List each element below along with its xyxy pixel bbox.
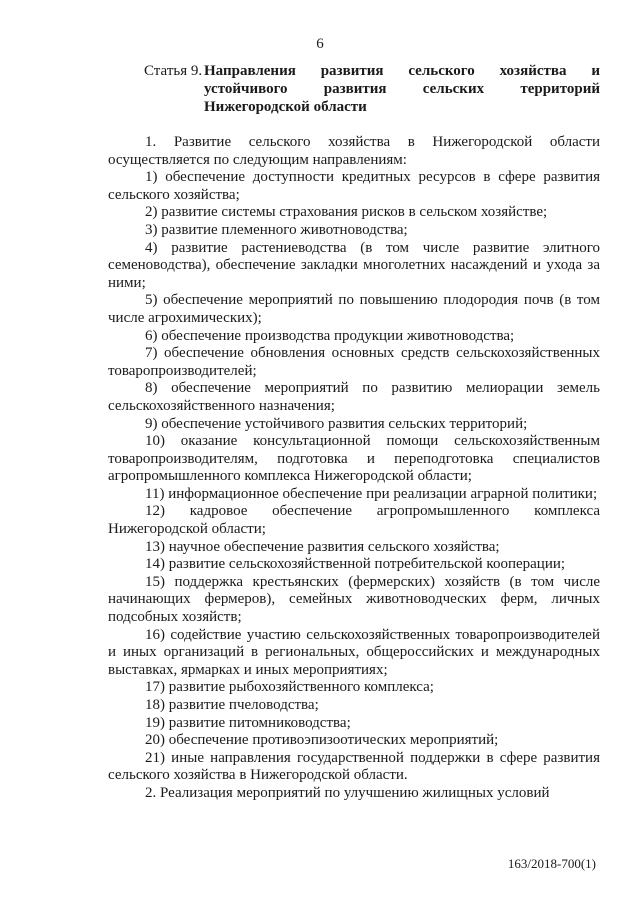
- list-item: 12) кадровое обеспечение агропромышленного комплекса Нижегородской области;: [108, 503, 600, 538]
- list-item: 16) содействие участию сельскохозяйственных товаропроизводителей и иных организаций в региональных, общероссийских и международных выставках, ярмарках и иных мероприятиях;: [108, 626, 600, 678]
- list-item: 10) оказание консультационной помощи сельскохозяйственным товаропроизводителям, подготовка и переподготовка специалистов агропромышленного комплекса Нижегородской области;: [108, 433, 600, 485]
- list-item: 8) обеспечение мероприятий по развитию мелиорации земель сельскохозяйственного назначения;: [108, 380, 600, 414]
- article-label: Статья 9.: [144, 63, 203, 79]
- list-item: 14) развитие сельскохозяйственной потребительской кооперации;: [145, 556, 566, 573]
- list-item: 2) развитие системы страхования рисков в сельском хозяйстве;: [145, 204, 548, 221]
- article-header: [144, 62, 600, 116]
- list-item: 3) развитие племенного животноводства;: [145, 221, 408, 238]
- article-body: [108, 134, 600, 803]
- paragraph: 2. Реализация мероприятий по улучшению жилищных условий: [145, 784, 550, 801]
- list-item: 5) обеспечение мероприятий по повышению плодородия почв (в том числе агрохимических);: [108, 292, 600, 326]
- list-item: 17) развитие рыбохозяйственного комплекса;: [145, 679, 434, 696]
- list-item: 15) поддержка крестьянских (фермерских) хозяйств (в том числе начинающих фермеров), семейных животноводческих ферм, личных подсобных хозяйств;: [108, 573, 600, 626]
- list-item: 7) обеспечение обновления основных средств сельскохозяйственных товаропроизводителей;: [108, 345, 600, 379]
- paragraph: 1. Развитие сельского хозяйства в Нижегородской области осуществляется по следующим направлениям:: [108, 134, 600, 168]
- article-title: Направления развития сельского хозяйства и устойчивого развития сельских территорий Нижегородской области: [204, 63, 600, 115]
- document-code: 163/2018-700(1): [507, 856, 596, 871]
- list-item: 21) иные направления государственной поддержки в сфере развития сельского хозяйства в Нижегородской области.: [108, 749, 600, 784]
- list-item: 13) научное обеспечение развития сельского хозяйства;: [145, 538, 500, 555]
- list-item: 6) обеспечение производства продукции животноводства;: [145, 327, 515, 344]
- list-item: 18) развитие пчеловодства;: [145, 697, 319, 713]
- list-item: 9) обеспечение устойчивого развития сельских территорий;: [145, 415, 528, 432]
- page-number: 6: [316, 36, 324, 52]
- list-item: 19) развитие питомниководства;: [145, 714, 351, 731]
- list-item: 11) информационное обеспечение при реализации аграрной политики;: [145, 485, 598, 502]
- list-item: 4) развитие растениеводства (в том числе развитие элитного семеноводства), обеспечение закладки многолетних насаждений и ухода за ними;: [108, 239, 600, 291]
- list-item: 20) обеспечение противоэпизоотических мероприятий;: [145, 732, 499, 749]
- list-item: 1) обеспечение доступности кредитных ресурсов в сфере развития сельского хозяйства;: [108, 169, 600, 203]
